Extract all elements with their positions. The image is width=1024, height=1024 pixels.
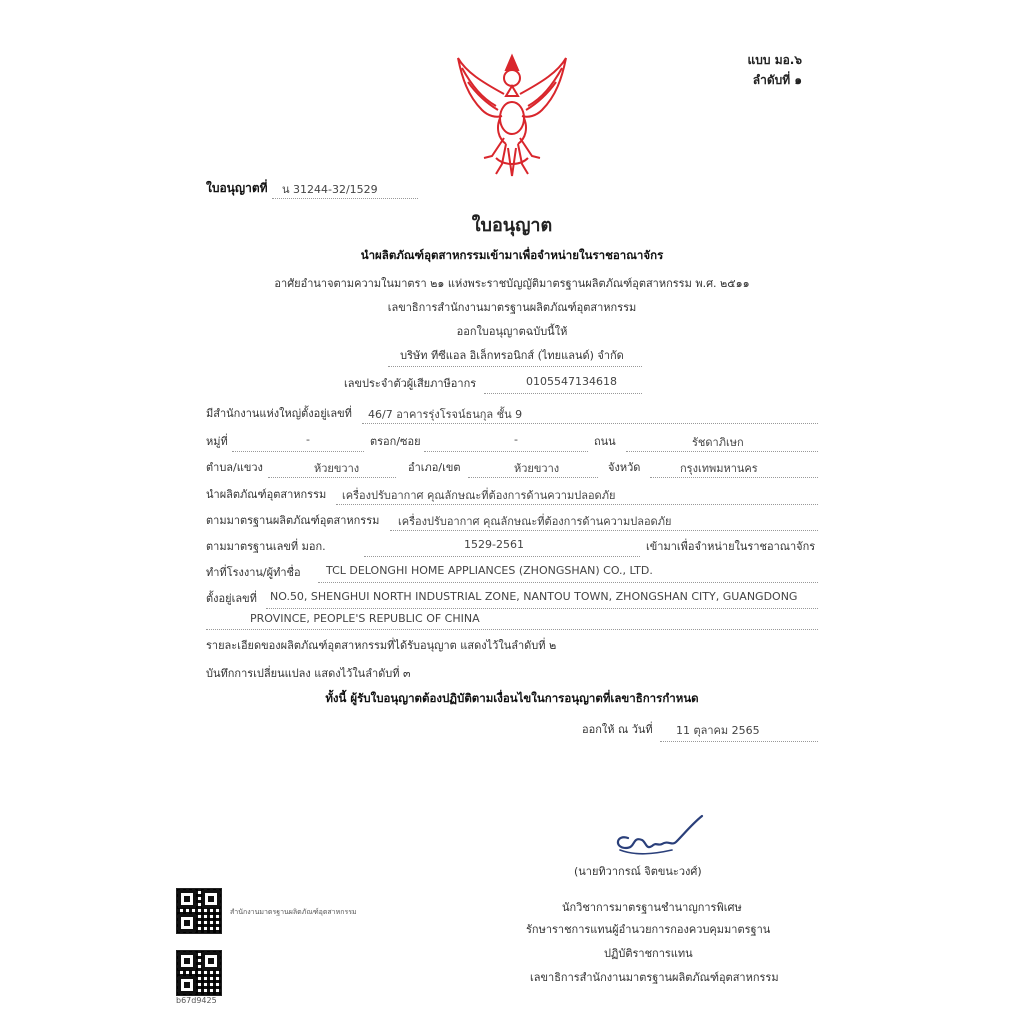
standard-no-value: 1529-2561 [464,538,524,551]
signature-image [606,812,706,862]
soi-label: ตรอก/ซอย [370,435,421,448]
district-label: อำเภอ/เขต [408,461,461,474]
standard-no-line [364,556,640,557]
document-subtitle: นำผลิตภัณฑ์อุตสาหกรรมเข้ามาเพื่อจำหน่ายในราชอาณาจักร [360,248,664,262]
standard-value: เครื่องปรับอากาศ คุณลักษณะที่ต้องการด้านความปลอดภัย [398,515,672,528]
province-value: กรุงเทพมหานคร [680,462,758,475]
head-office-line [362,423,818,424]
issue-to-line: ออกใบอนุญาตฉบับนี้ให้ [456,325,568,338]
issued-value: 11 ตุลาคม 2565 [676,724,760,737]
document-title: ใบอนุญาต [471,215,553,236]
issuer-line: เลขาธิการสำนักงานมาตรฐานผลิตภัณฑ์อุตสาหกรรม [387,301,637,314]
document-code: b67d9425 [176,996,217,1005]
form-code-block [748,50,802,90]
signatory-title-1: นักวิชาการมาตรฐานชำนาญการพิเศษ [562,901,742,914]
issued-label: ออกให้ ณ วันที่ [582,723,653,736]
moo-label: หมู่ที่ [206,435,228,448]
factory-address-label: ตั้งอยู่เลขที่ [206,592,257,605]
product-label: นำผลิตภัณฑ์อุตสาหกรรม [206,488,327,501]
tax-id-line [484,393,642,394]
factory-line [318,582,818,583]
standard-no-suffix: เข้ามาเพื่อจำหน่ายในราชอาณาจักร [646,540,816,553]
tax-id-value: 0105547134618 [526,375,617,388]
moo-value: - [306,433,310,446]
road-label: ถนน [594,435,616,448]
soi-line [424,451,588,452]
road-value: รัชดาภิเษก [692,436,744,449]
product-value: เครื่องปรับอากาศ คุณลักษณะที่ต้องการด้านความปลอดภัย [342,489,616,502]
company-name: บริษัท ทีซีแอล อิเล็กทรอนิกส์ (ไทยแลนด์) จำกัด [400,349,624,362]
license-no-label: ใบอนุญาตที่ [206,181,268,195]
verification-qr-code-icon[interactable] [176,950,222,996]
form-order: ลำดับที่ ๑ [752,73,802,87]
province-line [650,477,818,478]
change-note: บันทึกการเปลี่ยนแปลง แสดงไว้ในลำดับที่ ๓ [206,667,411,680]
factory-address-underline-1 [266,608,818,609]
factory-address-underline-2 [206,629,818,630]
license-no-value: น 31244-32/1529 [282,183,378,196]
subdistrict-label: ตำบล/แขวง [206,461,263,474]
signatory-name: (นายทิวากรณ์ จิตขนะวงศ์) [574,865,702,878]
garuda-emblem-icon [452,52,572,180]
standard-label: ตามมาตรฐานผลิตภัณฑ์อุตสาหกรรม [206,514,380,527]
standard-no-label: ตามมาตรฐานเลขที่ มอก. [206,540,326,553]
authority-line: อาศัยอำนาจตามความในมาตรา ๒๑ แห่งพระราชบัญญัติมาตรฐานผลิตภัณฑ์อุตสาหกรรม พ.ศ. ๒๕๑๑ [274,277,750,290]
factory-label: ทำที่โรงงาน/ผู้ทำชื่อ [206,566,301,579]
head-office-label: มีสำนักงานแห่งใหญ่ตั้งอยู่เลขที่ [206,407,352,420]
product-line [336,504,818,505]
tax-id-label: เลขประจำตัวผู้เสียภาษีอากร [344,377,477,390]
signatory-title-2: รักษาราชการแทนผู้อำนวยการกองควบคุมมาตรฐาน [526,923,771,936]
subdistrict-line [268,477,396,478]
province-label: จังหวัด [608,461,641,474]
standard-line [390,530,818,531]
road-line [626,451,818,452]
factory-address-line1: NO.50, SHENGHUI NORTH INDUSTRIAL ZONE, NANTOU TOWN, ZHONGSHAN CITY, GUANGDONG [270,590,798,603]
factory-value: TCL DELONGHI HOME APPLIANCES (ZHONGSHAN) CO., LTD. [326,564,653,577]
issued-line [660,741,818,742]
moo-line [232,451,364,452]
qr-code-icon[interactable] [176,888,222,934]
license-no-line [272,198,418,199]
signatory-title-3: ปฏิบัติราชการแทน [604,947,693,960]
condition-text: ทั้งนี้ ผู้รับใบอนุญาตต้องปฏิบัติตามเงื่อนไขในการอนุญาตที่เลขาธิการกำหนด [325,691,699,705]
details-note: รายละเอียดของผลิตภัณฑ์อุตสาหกรรมที่ได้รับอนุญาต แสดงไว้ในลำดับที่ ๒ [206,639,557,652]
soi-value: - [514,433,518,446]
form-code: แบบ มอ.๖ [747,53,802,67]
district-line [468,477,598,478]
signatory-title-4: เลขาธิการสำนักงานมาตรฐานผลิตภัณฑ์อุตสาหกรรม [530,971,779,984]
qr-caption: สำนักงานมาตรฐานผลิตภัณฑ์อุตสาหกรรม [230,908,357,916]
district-value: ห้วยขวาง [514,462,560,475]
subdistrict-value: ห้วยขวาง [314,462,360,475]
head-office-value: 46/7 อาคารรุ่งโรจน์ธนกุล ชั้น 9 [368,408,523,421]
factory-address-line2: PROVINCE, PEOPLE'S REPUBLIC OF CHINA [250,612,480,625]
company-line [388,366,642,367]
